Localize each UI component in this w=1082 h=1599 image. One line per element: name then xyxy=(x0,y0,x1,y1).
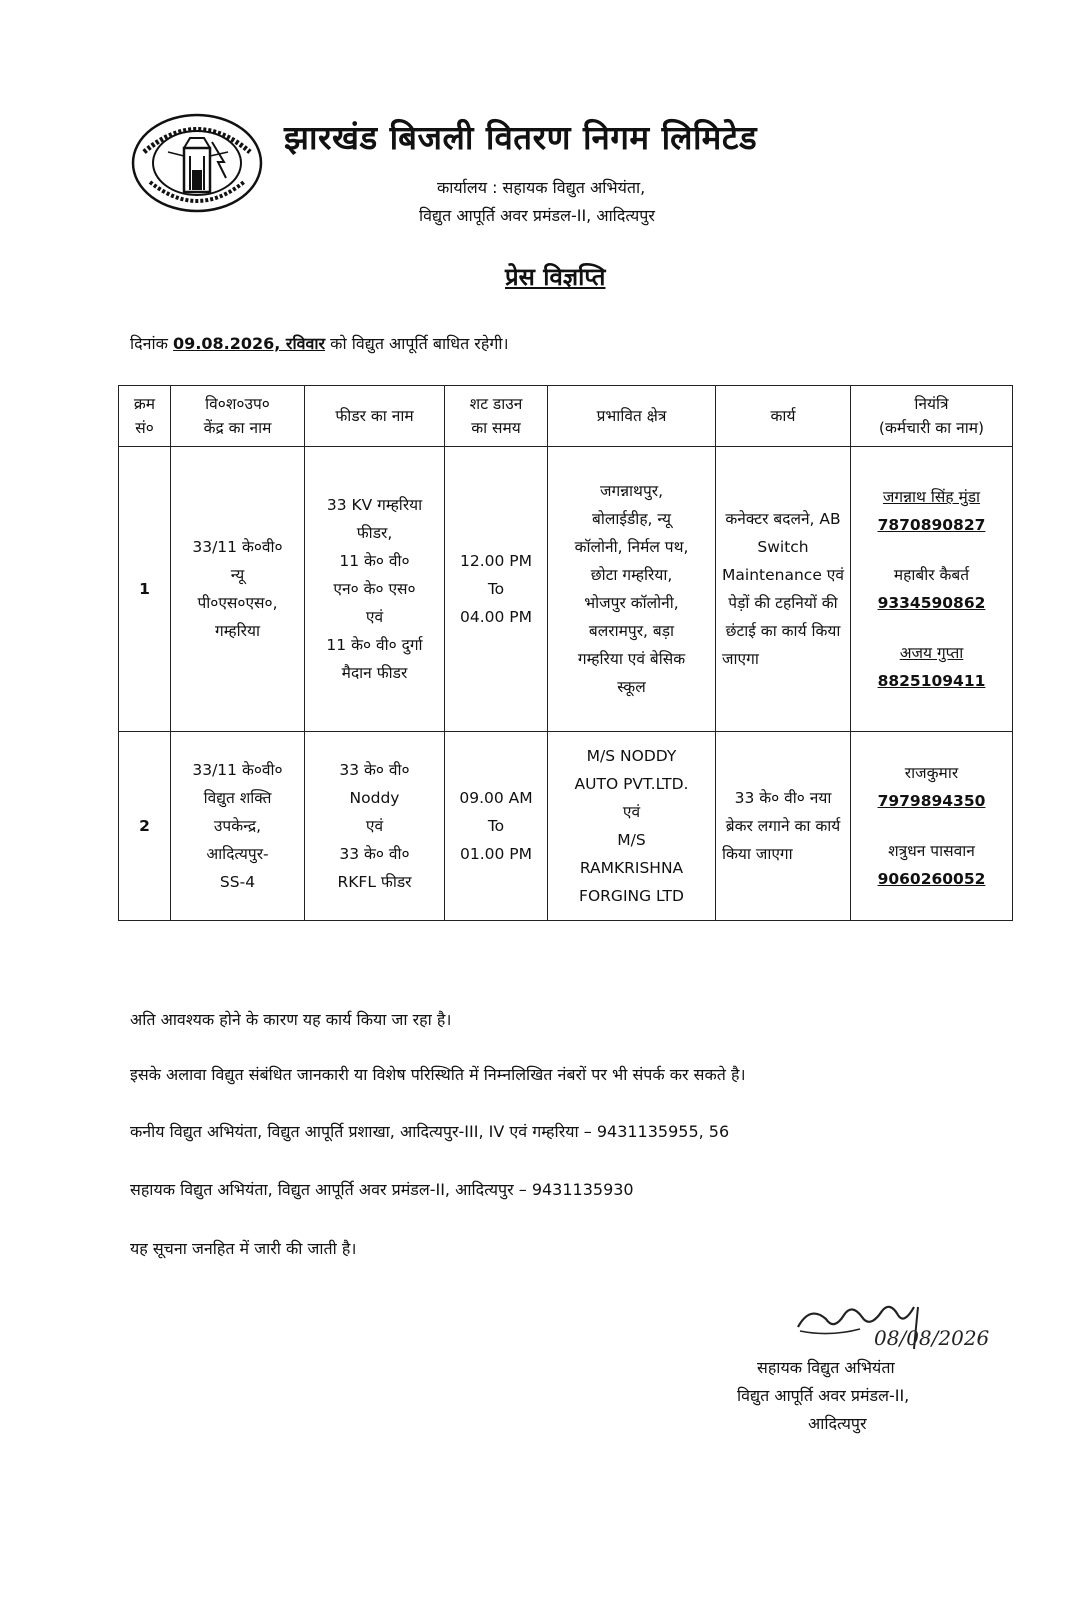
header-shutdown-time: शट डाउन का समय xyxy=(445,386,548,447)
header-controller: नियंत्रि (कर्मचारी का नाम) xyxy=(851,386,1013,447)
contact-phone: 8825109411 xyxy=(877,672,986,690)
shutdown-schedule-table xyxy=(118,385,1013,921)
contact-phone: 7870890827 xyxy=(877,516,986,534)
table-row xyxy=(119,447,1013,732)
outage-date: 09.08.2026, रविवार xyxy=(173,334,326,353)
contact-phone: 9060260052 xyxy=(877,870,986,888)
note-urgent: अति आवश्यक होने के कारण यह कार्य किया जा रहा है। xyxy=(130,1010,452,1029)
contact-phone: 9334590862 xyxy=(877,594,986,612)
date-prefix: दिनांक xyxy=(130,334,174,353)
signatory-location: आदित्यपुर xyxy=(808,1414,867,1433)
date-suffix: को विद्युत आपूर्ति बाधित रहेगी। xyxy=(325,334,509,353)
note-assistant-engineer-contact: सहायक विद्युत अभियंता, विद्युत आपूर्ति अवर प्रमंडल-II, आदित्यपुर – 9431135930 xyxy=(130,1180,634,1199)
cell-sno: 2 xyxy=(119,732,171,921)
table-header-row xyxy=(119,386,1013,447)
press-release-title: प्रेस विज्ञप्ति xyxy=(505,263,606,291)
header-feeder: फीडर का नाम xyxy=(305,386,445,447)
cell-time: 12.00 PM To 04.00 PM xyxy=(445,447,548,732)
contact-name: शत्रुधन पासवान xyxy=(888,842,975,860)
contact-phone: 7979894350 xyxy=(877,792,986,810)
note-contact-info: इसके अलावा विद्युत संबंधित जानकारी या विशेष परिस्थिति में निम्नलिखित नंबरों पर भी संपर्क कर सकते है। xyxy=(130,1065,746,1084)
contact-name: अजय गुप्ता xyxy=(899,644,964,662)
header-substation: वि०श०उप० केंद्र का नाम xyxy=(171,386,305,447)
cell-work: 33 के० वी० नया ब्रेकर लगाने का कार्य किया जाएगा xyxy=(716,732,851,921)
cell-sno: 1 xyxy=(119,447,171,732)
note-junior-engineer-contact: कनीय विद्युत अभियंता, विद्युत आपूर्ति प्रशाखा, आदित्यपुर-III, IV एवं गम्हरिया – 9431135955, 56 xyxy=(130,1122,730,1141)
header-affected-area: प्रभावित क्षेत्र xyxy=(548,386,716,447)
date-line xyxy=(130,332,509,354)
signatory-designation: सहायक विद्युत अभियंता xyxy=(757,1358,895,1377)
cell-substation: 33/11 के०वी० न्यू पी०एस०एस०, गम्हरिया xyxy=(171,447,305,732)
office-line-1: कार्यालय : सहायक विद्युत अभियंता, xyxy=(437,178,646,197)
header-work: कार्य xyxy=(716,386,851,447)
cell-substation: 33/11 के०वी० विद्युत शक्ति उपकेन्द्र, आदित्यपुर- SS-4 xyxy=(171,732,305,921)
cell-feeder: 33 के० वी० Noddy एवं 33 के० वी० RKFL फीडर xyxy=(305,732,445,921)
contact-name: महाबीर कैबर्त xyxy=(893,566,970,584)
handwritten-signature xyxy=(790,1297,1015,1357)
cell-area: जगन्नाथपुर, बोलाईडीह, न्यू कॉलोनी, निर्मल पथ, छोटा गम्हरिया, भोजपुर कॉलोनी, बलरामपुर, बड़ा गम्हरिया एवं बेसिक स्कूल xyxy=(548,447,716,732)
office-line-2: विद्युत आपूर्ति अवर प्रमंडल-II, आदित्यपुर xyxy=(419,206,655,225)
jbvnl-seal-icon xyxy=(128,112,266,214)
signatory-office: विद्युत आपूर्ति अवर प्रमंडल-II, xyxy=(737,1386,910,1405)
cell-contacts xyxy=(851,732,1013,921)
svg-text:08/08/2026: 08/08/2026 xyxy=(874,1326,990,1350)
cell-time: 09.00 AM To 01.00 PM xyxy=(445,732,548,921)
table-row xyxy=(119,732,1013,921)
cell-contacts xyxy=(851,447,1013,732)
cell-area: M/S NODDY AUTO PVT.LTD. एवं M/S RAMKRISHNA FORGING LTD xyxy=(548,732,716,921)
org-title: झारखंड बिजली वितरण निगम लिमिटेड xyxy=(284,118,758,157)
cell-feeder: 33 KV गम्हरिया फीडर, 11 के० वी० एन० के० एस० एवं 11 के० वी० दुर्गा मैदान फीडर xyxy=(305,447,445,732)
header-sno: क्रम सं० xyxy=(119,386,171,447)
contact-name: जगन्नाथ सिंह मुंडा xyxy=(882,488,981,506)
contact-name: राजकुमार xyxy=(904,764,959,782)
cell-work: कनेक्टर बदलने, AB Switch Maintenance एवं पेड़ों की टहनियों की छंटाई का कार्य किया जाएगा xyxy=(716,447,851,732)
note-public-interest: यह सूचना जनहित में जारी की जाती है। xyxy=(130,1239,357,1258)
